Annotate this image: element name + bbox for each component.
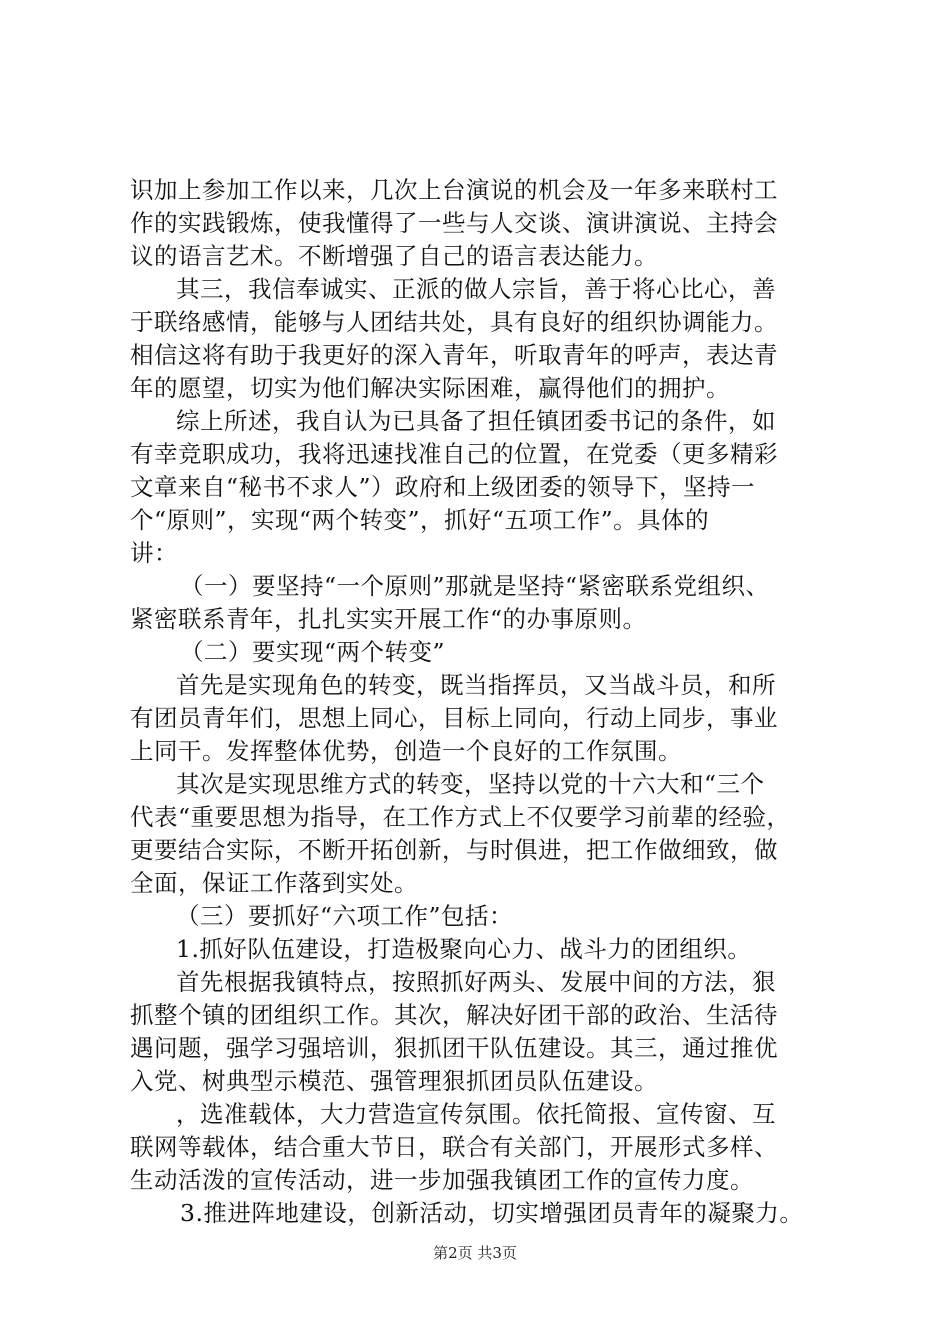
paragraph-line: 紧密联系青年，扎扎实实开展工作“的办事原则。 [130,605,647,633]
paragraph-line: 个“原则”，实现“两个转变”，抓好“五项工作”。具体的 [130,506,710,534]
paragraph-line: 首先根据我镇特点，按照抓好两头、发展中间的方法，狠 [176,968,776,996]
paragraph-line: 首先是实现角色的转变，既当指挥员，又当战斗员，和所 [176,671,776,699]
paragraph-line: 3.推进阵地建设，创新活动，切实增强团员青年的凝聚力。 [180,1199,804,1227]
paragraph-line: 有幸竞职成功，我将迅速找准自己的位置，在党委（更多精彩 [130,440,778,468]
paragraph-line: 入党、树典型示模范、强管理狠抓团员队伍建设。 [130,1067,658,1095]
paragraph-line: 识加上参加工作以来，几次上台演说的机会及一年多来联村工 [130,176,778,204]
paragraph-line: 1.抓好队伍建设，打造极聚向心力、战斗力的团组织。 [176,935,752,963]
paragraph-line: （三）要抓好“六项工作”包括： [176,902,514,930]
paragraph-line: （二）要实现“两个转变” [180,638,446,666]
paragraph-line: 上同干。发挥整体优势，创造一个良好的工作氛围。 [130,737,682,765]
paragraph-line: 全面，保证工作落到实处。 [130,869,418,897]
paragraph-line: 遇问题，强学习强培训，狠抓团干队伍建设。其三，通过推优 [130,1034,778,1062]
paragraph-line: 生动活泼的宣传活动，进一步加强我镇团工作的宣传力度。 [130,1166,754,1194]
paragraph-line: 年的愿望，切实为他们解决实际困难，赢得他们的拥护。 [130,374,730,402]
paragraph-line: 联网等载体，结合重大节日，联合有关部门，开展形式多样、 [130,1133,778,1161]
paragraph-line: 作的实践锻炼，使我懂得了一些与人交谈、演讲演说、主持会 [130,209,778,237]
paragraph-line: 代表“重要思想为指导，在工作方式上不仅要学习前辈的经验， [130,803,791,831]
paragraph-line: 其三，我信奉诚实、正派的做人宗旨，善于将心比心，善 [176,275,776,303]
paragraph-line: 讲： [130,539,178,567]
paragraph-line: 更要结合实际，不断开拓创新，与时俱进，把工作做细致，做 [130,836,778,864]
paragraph-line: 相信这将有助于我更好的深入青年，听取青年的呼声，表达青 [130,341,778,369]
page-footer: 第2页 共3页 [433,1244,517,1262]
paragraph-line: 综上所述，我自认为已具备了担任镇团委书记的条件，如 [176,407,776,435]
paragraph-line: 议的语言艺术。不断增强了自己的语言表达能力。 [130,242,658,270]
paragraph-line: 有团员青年们，思想上同心，目标上同向，行动上同步，事业 [130,704,778,732]
paragraph-line: ，选准载体，大力营造宣传氛围。依托简报、宣传窗、互 [176,1100,776,1128]
paragraph-line: 抓整个镇的团组织工作。其次，解决好团干部的政治、生活待 [130,1001,778,1029]
paragraph-line: 文章来自“秘书不求人”）政府和上级团委的领导下，坚持一 [130,473,756,501]
paragraph-line: 于联络感情，能够与人团结共处，具有良好的组织协调能力。 [130,308,778,336]
paragraph-line: 其次是实现思维方式的转变，坚持以党的十六大和“三个 [176,770,765,798]
paragraph-line: （一）要坚持“一个原则”那就是坚持“紧密联系党组织、 [180,572,770,600]
